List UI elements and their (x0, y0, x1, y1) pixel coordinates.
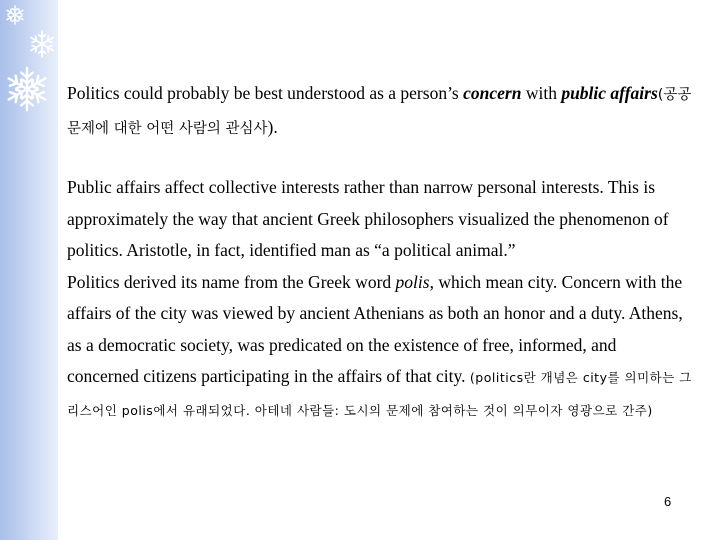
snowflake-icon (28, 30, 56, 58)
page-number: 6 (664, 494, 672, 509)
snowflake-icon (4, 66, 50, 112)
intro-closing: ). (267, 116, 278, 137)
paragraph-public-affairs (67, 172, 692, 267)
paragraph-intro (67, 78, 692, 145)
public-affairs-text: Public affairs affect collective interests rather than narrow personal interests. This is approximately the way that ancient Greek philosophers visualized the phenomenon of politics. Aristotle, in fact, identified man as “a political animal.” (67, 177, 669, 260)
slide-body (67, 78, 692, 426)
intro-text-with: with (521, 83, 562, 103)
snowflake-icon (4, 4, 26, 26)
paragraph-polis (67, 267, 692, 427)
polis-text-continued: , which mean city. Concern with the affairs of the city was viewed by ancient Athenians as both an honor and a duty. Athens, as a democratic society, was predicated on the existence of free, informed, and concerned citizens participating in the affairs of that city. (67, 271, 683, 386)
paragraph-gap (67, 145, 692, 172)
intro-text: Politics could probably be best understood as a person’s (67, 83, 464, 103)
korean-gloss-intro: (공공문제에 대한 어떤 사람의 관심사 (67, 87, 692, 137)
emphasis-public-affairs: public affairs (561, 83, 658, 103)
emphasis-concern: concern (463, 83, 522, 103)
polis-text: Politics derived its name from the Greek word (67, 271, 396, 292)
emphasis-polis: polis (395, 271, 430, 292)
korean-gloss-polis: (politics란 개념은 city를 의미하는 그리스어인 polis에서 유래되었다. 아테네 사람들: 도시의 문제에 참여하는 것이 의무이자 영광으로 간주) (67, 370, 692, 418)
